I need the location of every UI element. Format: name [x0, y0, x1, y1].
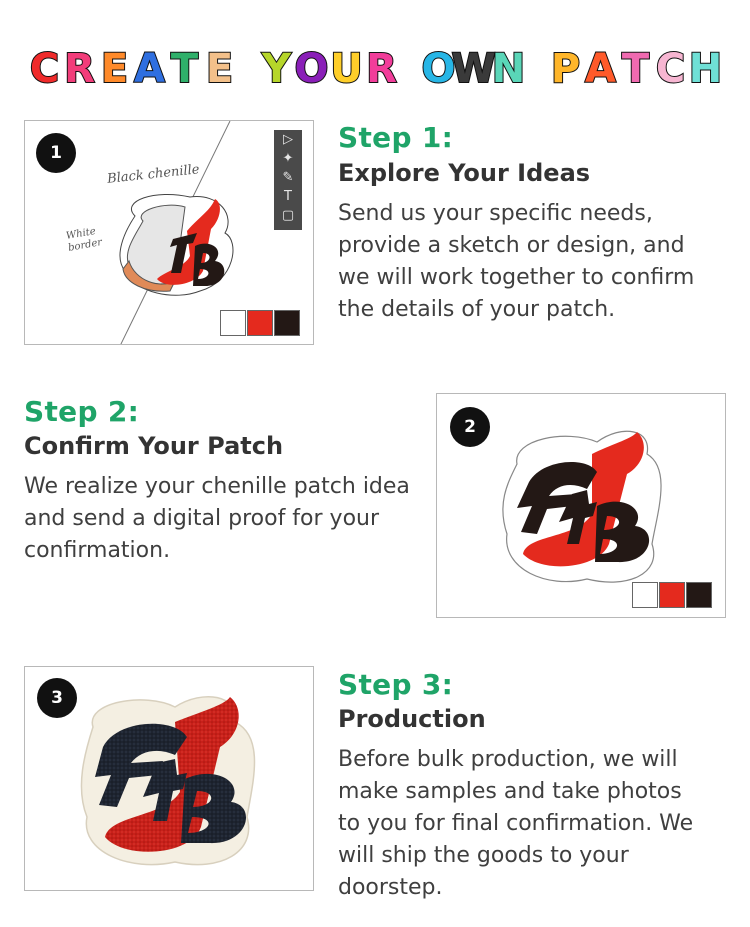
magic-wand-icon[interactable]: ✦ [282, 151, 294, 166]
swatch-white [632, 582, 658, 608]
step1-body [338, 198, 733, 326]
step2-subtitle: Confirm Your Patch [24, 432, 284, 460]
sketch-note-white-border: White border [65, 225, 104, 254]
title-letter: R [366, 46, 397, 90]
step3-body-line: to you for final confirmation. We [338, 811, 694, 836]
step2-body-line: We realize your chenille patch idea [24, 474, 410, 499]
step3-body-line: Before bulk production, we will [338, 747, 678, 772]
step1-body-line: the details of your patch. [338, 297, 616, 322]
step3-subtitle: Production [338, 705, 486, 733]
step1-subtitle: Explore Your Ideas [338, 159, 591, 187]
swatch-black [686, 582, 712, 608]
step2-body-line: confirmation. [24, 538, 171, 563]
swatch-white [220, 310, 246, 336]
title-letter: C [655, 46, 686, 90]
step3-body [338, 744, 738, 904]
select-arrow-icon[interactable]: ▷ [283, 132, 293, 147]
rectangle-tool-icon[interactable]: ▢ [281, 208, 295, 223]
sketch-note-black-chenille: Black chenille [106, 162, 201, 187]
step1-title: Step 1: [338, 121, 454, 154]
swatch-red [659, 582, 685, 608]
step3-badge: 3 [37, 678, 77, 718]
title-letter: T [170, 46, 199, 90]
title-letter: E [100, 46, 129, 90]
page-title [0, 46, 750, 90]
title-letter: C [29, 46, 60, 90]
tool-palette [274, 130, 302, 230]
title-letter: W [451, 46, 496, 90]
title-letter: A [134, 46, 165, 90]
step2-title: Step 2: [24, 395, 140, 428]
step3-body-line: doorstep. [338, 875, 443, 900]
swatch-red [247, 310, 273, 336]
step1-body-line: Send us your specific needs, [338, 201, 653, 226]
step2-badge: 2 [450, 407, 490, 447]
title-letter: T [621, 46, 650, 90]
title-letter: O [294, 46, 329, 90]
swatch-black [274, 310, 300, 336]
step3-body-line: make samples and take photos [338, 779, 682, 804]
title-letter: A [585, 46, 616, 90]
title-letter: N [491, 46, 526, 90]
title-letter: H [688, 46, 723, 90]
title-letter: O [421, 46, 456, 90]
step2-body-line: and send a digital proof for your [24, 506, 380, 531]
pen-tool-icon[interactable]: ✎ [282, 170, 294, 185]
title-letter: R [64, 46, 95, 90]
type-tool-icon[interactable]: T [284, 189, 292, 204]
step3-body-line: will ship the goods to your [338, 843, 629, 868]
step3-title: Step 3: [338, 668, 454, 701]
step1-badge: 1 [36, 133, 76, 173]
step2-body [24, 471, 429, 567]
title-letter: Y [262, 46, 291, 90]
title-letter: U [330, 46, 363, 90]
title-letter: E [205, 46, 234, 90]
step1-body-line: we will work together to confirm [338, 265, 695, 290]
step1-body-line: provide a sketch or design, and [338, 233, 685, 258]
title-letter: P [550, 46, 581, 90]
